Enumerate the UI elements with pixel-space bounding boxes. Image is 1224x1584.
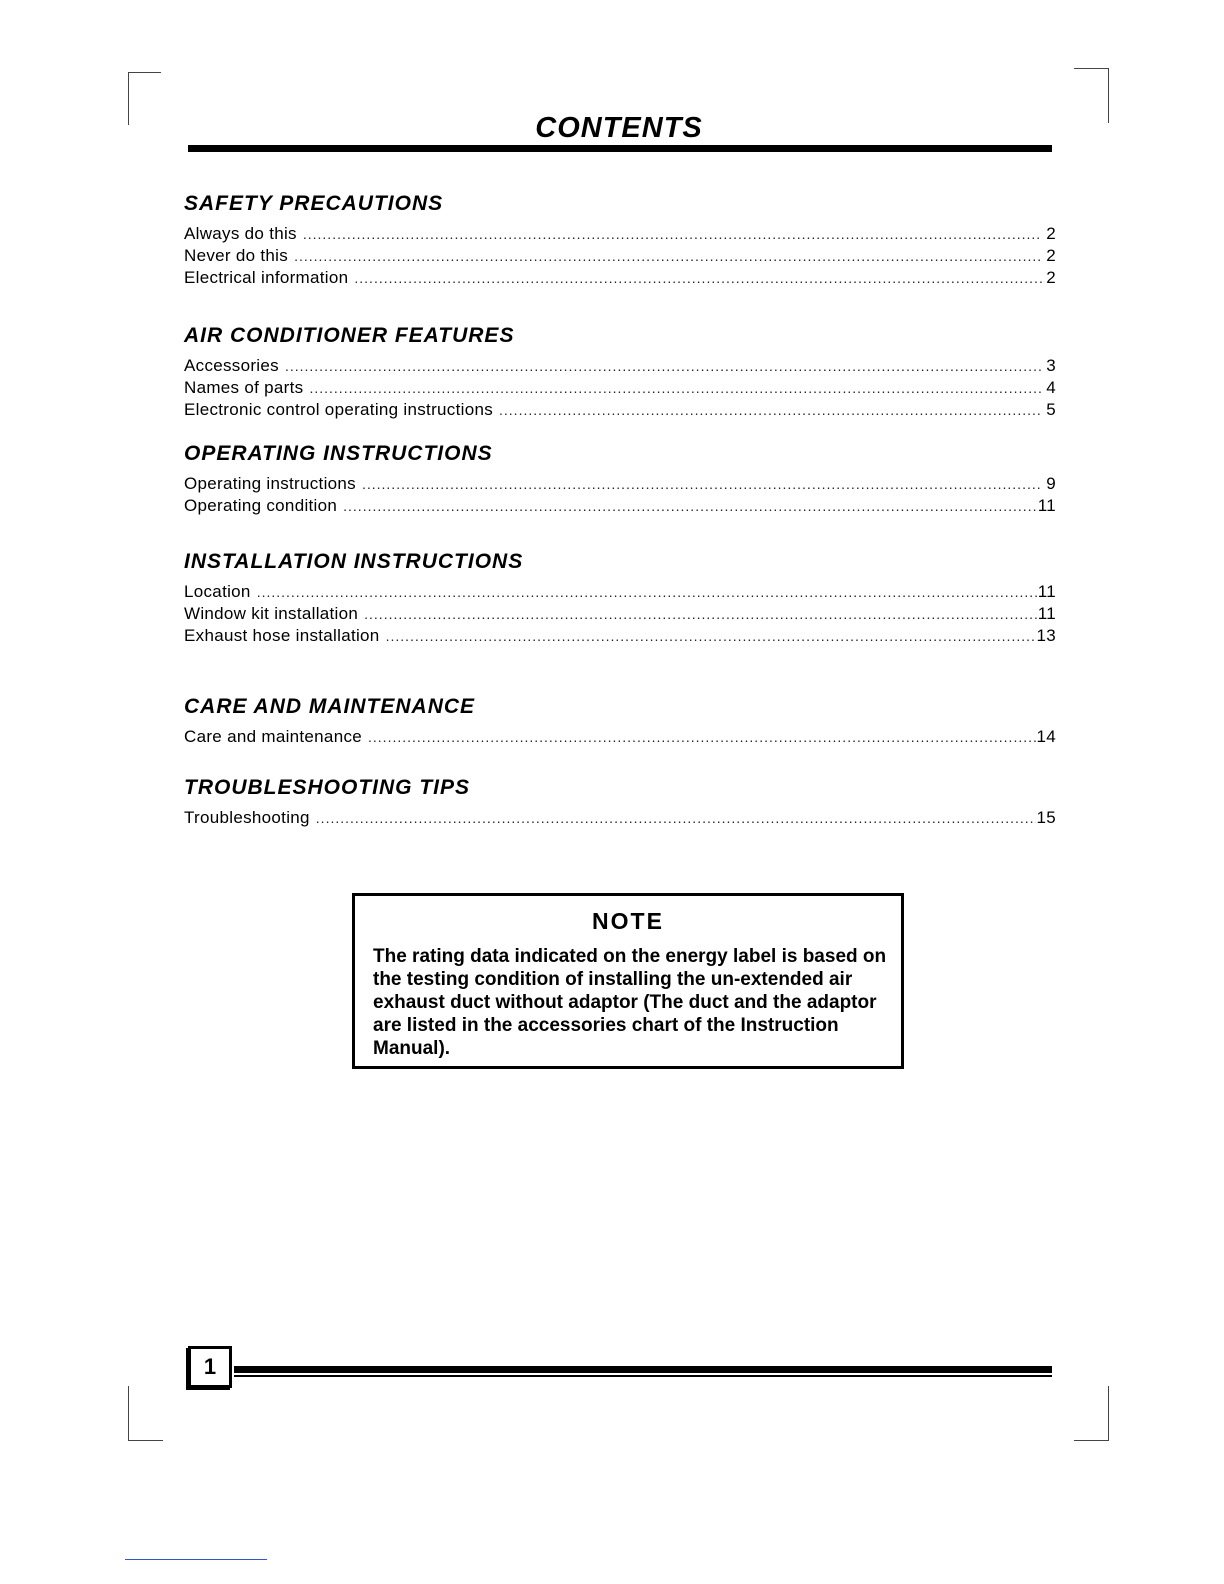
toc-entry-page: 15 (1036, 808, 1056, 827)
toc-entry-page: 5 (1046, 400, 1056, 419)
toc-entry-label: Never do this (184, 246, 289, 265)
toc-entry[interactable] (184, 355, 1056, 377)
toc-entry[interactable] (184, 495, 1056, 517)
toc-entry[interactable] (184, 267, 1056, 289)
dot-leader (285, 356, 1042, 377)
toc-entry[interactable] (184, 726, 1056, 748)
footer-rule-thin (234, 1375, 1052, 1377)
toc-entry[interactable] (184, 399, 1056, 421)
toc-entry-page: 11 (1037, 496, 1056, 515)
toc-entry-page: 14 (1036, 727, 1056, 746)
toc-entry-label: Names of parts (184, 378, 304, 397)
section-heading: AIR CONDITIONER FEATURES (184, 324, 515, 347)
page-title: CONTENTS (535, 112, 703, 144)
section-heading: INSTALLATION INSTRUCTIONS (184, 550, 524, 573)
dot-leader (309, 378, 1042, 399)
toc-entry-page: 11 (1037, 582, 1056, 601)
crop-mark-bottom-right (1074, 1386, 1109, 1441)
toc-entry-page: 13 (1036, 626, 1056, 645)
toc-section-operating-instructions (184, 441, 1056, 517)
dot-leader (499, 400, 1042, 421)
note-heading: NOTE (592, 908, 664, 934)
section-heading: TROUBLESHOOTING TIPS (184, 776, 471, 799)
toc-entry[interactable] (184, 581, 1056, 603)
toc-entry[interactable] (184, 377, 1056, 399)
title-rule (188, 145, 1052, 152)
toc-section-air-conditioner-features (184, 323, 1056, 421)
toc-entry[interactable] (184, 223, 1056, 245)
dot-leader (362, 474, 1042, 495)
note-text: The rating data indicated on the energy label is based on the testing condition of installing the un-extended air exhaust duct without adaptor (The duct and the adaptor are listed in the accessories chart of the Instruction Manual). (373, 946, 887, 1059)
toc-entry-label: Location (184, 582, 251, 601)
toc-entry-label: Electronic control operating instructions (184, 400, 494, 419)
toc-entry-page: 2 (1046, 224, 1056, 243)
note-box (352, 893, 904, 1069)
toc-entry-label: Troubleshooting (184, 808, 310, 827)
toc-entry-label: Operating condition (184, 496, 338, 515)
toc-entry-label: Accessories (184, 356, 279, 375)
toc-entry-label: Exhaust hose installation (184, 626, 380, 645)
toc-section-care-and-maintenance (184, 694, 1056, 748)
toc-entry-page: 2 (1046, 268, 1056, 287)
toc-entry-label: Window kit installation (184, 604, 359, 623)
toc-entry-page: 3 (1046, 356, 1056, 375)
toc-entry-label: Operating instructions (184, 474, 356, 493)
dot-leader (386, 626, 1037, 647)
toc-entry[interactable] (184, 807, 1056, 829)
section-heading: SAFETY PRECAUTIONS (184, 192, 444, 215)
dot-leader (368, 727, 1036, 748)
toc-entry-page: 2 (1046, 246, 1056, 265)
toc-section-installation-instructions (184, 549, 1056, 647)
section-heading: OPERATING INSTRUCTIONS (184, 442, 493, 465)
page-number: 1 (188, 1346, 232, 1388)
toc-entry-label: Always do this (184, 224, 297, 243)
toc-entry-label: Care and maintenance (184, 727, 363, 746)
dot-leader (294, 246, 1042, 267)
crop-mark-top-left (128, 72, 161, 125)
toc-entry[interactable] (184, 245, 1056, 267)
dot-leader (303, 224, 1042, 245)
link-underline (125, 1559, 267, 1560)
dot-leader (364, 604, 1038, 625)
toc-section-troubleshooting-tips (184, 775, 1056, 829)
toc-entry-page: 4 (1046, 378, 1056, 397)
footer-rule (234, 1366, 1052, 1373)
toc-entry-label: Electrical information (184, 268, 349, 287)
dot-leader (343, 496, 1038, 517)
toc-entry[interactable] (184, 473, 1056, 495)
toc-section-safety-precautions (184, 191, 1056, 289)
section-heading: CARE AND MAINTENANCE (184, 695, 476, 718)
dot-leader (316, 808, 1037, 829)
toc-entry-page: 9 (1046, 474, 1056, 493)
crop-mark-bottom-left (128, 1386, 163, 1441)
toc-entry[interactable] (184, 625, 1056, 647)
dot-leader (354, 268, 1042, 289)
crop-mark-top-right (1074, 68, 1109, 123)
dot-leader (257, 582, 1038, 603)
toc-entry-page: 11 (1037, 604, 1056, 623)
toc-entry[interactable] (184, 603, 1056, 625)
